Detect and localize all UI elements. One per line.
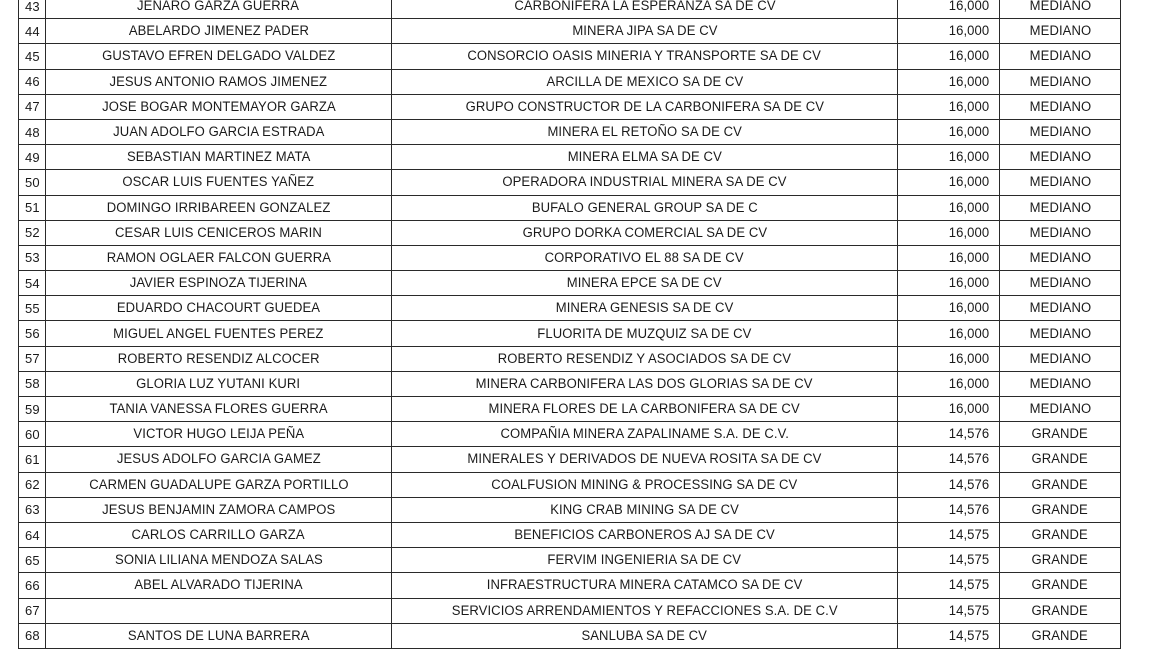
table-row [19,94,1121,119]
size-category-cell-text: GRANDE [1031,451,1089,468]
row-number-cell [19,422,46,447]
person-name-cell-text: SONIA LILIANA MENDOZA SALAS [114,552,323,569]
amount-cell [898,522,1000,547]
table-row [19,422,1121,447]
row-number-cell [19,220,46,245]
size-category-cell [1000,170,1121,195]
person-name-cell-text: ABEL ALVARADO TIJERINA [134,577,303,594]
person-name-cell-text: EDUARDO CHACOURT GUEDEA [116,300,321,317]
person-name-cell-text: ABELARDO JIMENEZ PADER [128,23,309,40]
row-number-cell [19,44,46,69]
table-row [19,548,1121,573]
size-category-cell [1000,548,1121,573]
company-name-cell-text: MINERA GENESIS SA DE CV [555,300,734,317]
company-name-cell [392,119,898,144]
amount-cell-text: 16,000 [948,98,990,115]
amount-cell [898,598,1000,623]
company-name-cell [392,245,898,270]
amount-cell [898,296,1000,321]
size-category-cell [1000,346,1121,371]
amount-cell-text: 16,000 [948,23,990,40]
table-row [19,44,1121,69]
person-name-cell-text: JESUS ADOLFO GARCIA GAMEZ [116,451,321,468]
table-row [19,170,1121,195]
size-category-cell-text: MEDIANO [1029,149,1091,166]
company-name-cell [392,0,898,19]
person-name-cell-text: DOMINGO IRRIBAREEN GONZALEZ [106,199,331,216]
company-name-cell-text: GRUPO DORKA COMERCIAL SA DE CV [522,224,767,241]
person-name-cell [46,397,392,422]
row-number-cell-text: 52 [25,225,40,241]
size-category-cell-text: MEDIANO [1029,224,1091,241]
person-name-cell-text: JENARO GARZA GUERRA [137,0,300,15]
amount-cell [898,623,1000,648]
size-category-cell [1000,397,1121,422]
row-number-cell [19,573,46,598]
row-number-cell [19,371,46,396]
company-name-cell-text: GRUPO CONSTRUCTOR DE LA CARBONIFERA SA DE CV [465,98,824,115]
company-name-cell [392,94,898,119]
person-name-cell [46,245,392,270]
amount-cell [898,346,1000,371]
person-name-cell-text: GUSTAVO EFREN DELGADO VALDEZ [101,48,336,65]
row-number-cell-text: 49 [25,149,40,165]
amount-cell-text: 16,000 [948,300,990,317]
amount-cell [898,44,1000,69]
amount-cell-text: 16,000 [948,48,990,65]
person-name-cell-text: SANTOS DE LUNA BARRERA [127,627,310,644]
person-name-cell-text: RAMON OGLAER FALCON GUERRA [106,249,331,266]
amount-cell [898,69,1000,94]
person-name-cell-text: JESUS ANTONIO RAMOS JIMENEZ [109,73,328,90]
size-category-cell-text: MEDIANO [1029,98,1091,115]
row-number-cell [19,472,46,497]
company-name-cell [392,19,898,44]
table-body [19,0,1121,648]
company-name-cell-text: COMPAÑIA MINERA ZAPALINAME S.A. DE C.V. [500,426,789,443]
row-number-cell [19,598,46,623]
size-category-cell-text: MEDIANO [1029,23,1091,40]
company-name-cell [392,522,898,547]
amount-cell-text: 16,000 [948,149,990,166]
size-category-cell-text: GRANDE [1031,501,1089,518]
person-name-cell-text: SEBASTIAN MARTINEZ MATA [126,149,311,166]
size-category-cell [1000,119,1121,144]
person-name-cell [46,548,392,573]
size-category-cell-text: GRANDE [1031,627,1089,644]
amount-cell [898,0,1000,19]
person-name-cell [46,44,392,69]
person-name-cell [46,145,392,170]
amount-cell-text: 16,000 [948,224,990,241]
person-name-cell [46,346,392,371]
size-category-cell-text: GRANDE [1031,426,1089,443]
row-number-cell [19,94,46,119]
company-name-cell-text: MINERA CARBONIFERA LAS DOS GLORIAS SA DE CV [476,375,813,392]
row-number-cell [19,0,46,19]
amount-cell-text: 14,576 [948,426,990,443]
amount-cell-text: 14,575 [948,577,990,594]
row-number-cell [19,321,46,346]
size-category-cell-text: MEDIANO [1029,73,1091,90]
amount-cell [898,220,1000,245]
table-row [19,472,1121,497]
company-name-cell [392,397,898,422]
company-name-cell-text: MINERALES Y DERIVADOS DE NUEVA ROSITA SA DE CV [467,451,822,468]
company-name-cell-text: MINERA EPCE SA DE CV [567,275,722,292]
amount-cell [898,321,1000,346]
table-row [19,573,1121,598]
person-name-cell [46,573,392,598]
table-row [19,623,1121,648]
size-category-cell [1000,19,1121,44]
row-number-cell-text: 47 [25,99,40,115]
size-category-cell [1000,94,1121,119]
company-name-cell [392,44,898,69]
company-name-cell [392,573,898,598]
company-name-cell-text: SERVICIOS ARRENDAMIENTOS Y REFACCIONES S.A. DE C.V [451,602,838,619]
table-row [19,447,1121,472]
person-name-cell-text: JESUS BENJAMIN ZAMORA CAMPOS [101,501,336,518]
company-name-cell [392,497,898,522]
amount-cell-text: 14,575 [948,602,990,619]
company-name-cell [392,170,898,195]
company-name-cell-text: CARBONIFERA LA ESPERANZA SA DE CV [513,0,776,15]
row-number-cell-text: 61 [25,451,40,467]
row-number-cell-text: 51 [25,200,40,216]
row-number-cell-text: 60 [25,426,40,442]
table-row [19,69,1121,94]
amount-cell-text: 14,575 [948,527,990,544]
row-number-cell-text: 53 [25,250,40,266]
row-number-cell-text: 63 [25,502,40,518]
company-name-cell [392,220,898,245]
amount-cell-text: 14,576 [948,501,990,518]
company-name-cell [392,371,898,396]
person-name-cell-text: ROBERTO RESENDIZ ALCOCER [117,350,320,367]
row-number-cell-text: 66 [25,577,40,593]
amount-cell [898,472,1000,497]
amount-cell-text: 16,000 [948,249,990,266]
size-category-cell [1000,573,1121,598]
size-category-cell [1000,0,1121,19]
amount-cell-text: 14,576 [948,476,990,493]
table-row [19,145,1121,170]
size-category-cell [1000,271,1121,296]
row-number-cell-text: 44 [25,23,40,39]
table-row [19,397,1121,422]
row-number-cell [19,623,46,648]
company-name-cell-text: COALFUSION MINING & PROCESSING SA DE CV [491,476,798,493]
row-number-cell-text: 45 [25,48,40,64]
company-name-cell-text: MINERA ELMA SA DE CV [567,149,722,166]
table-row [19,195,1121,220]
size-category-cell [1000,69,1121,94]
table-row [19,271,1121,296]
amount-cell [898,573,1000,598]
company-name-cell [392,69,898,94]
amount-cell-text: 16,000 [948,325,990,342]
person-name-cell [46,170,392,195]
row-number-cell [19,69,46,94]
size-category-cell-text: MEDIANO [1029,249,1091,266]
size-category-cell-text: GRANDE [1031,476,1089,493]
amount-cell [898,195,1000,220]
row-number-cell [19,170,46,195]
amount-cell [898,94,1000,119]
company-name-cell-text: FLUORITA DE MUZQUIZ SA DE CV [537,325,752,342]
size-category-cell-text: GRANDE [1031,527,1089,544]
table-row [19,598,1121,623]
person-name-cell [46,271,392,296]
company-name-cell-text: ROBERTO RESENDIZ Y ASOCIADOS SA DE CV [497,350,792,367]
person-name-cell [46,94,392,119]
data-table [18,0,1121,649]
size-category-cell-text: MEDIANO [1029,401,1091,418]
size-category-cell [1000,598,1121,623]
company-name-cell [392,447,898,472]
amount-cell-text: 16,000 [948,350,990,367]
size-category-cell [1000,145,1121,170]
person-name-cell [46,422,392,447]
amount-cell [898,422,1000,447]
amount-cell [898,245,1000,270]
company-name-cell [392,598,898,623]
amount-cell-text: 16,000 [948,275,990,292]
size-category-cell-text: MEDIANO [1029,48,1091,65]
amount-cell-text: 16,000 [948,0,990,15]
amount-cell-text: 16,000 [948,401,990,418]
size-category-cell [1000,522,1121,547]
row-number-cell [19,346,46,371]
person-name-cell-text: JOSE BOGAR MONTEMAYOR GARZA [101,98,336,115]
amount-cell [898,371,1000,396]
company-name-cell-text: OPERADORA INDUSTRIAL MINERA SA DE CV [502,174,787,191]
person-name-cell-text: CESAR LUIS CENICEROS MARIN [115,224,322,241]
person-name-cell-text: JAVIER ESPINOZA TIJERINA [129,275,308,292]
person-name-cell [46,472,392,497]
amount-cell [898,397,1000,422]
row-number-cell [19,522,46,547]
table-row [19,0,1121,19]
company-name-cell-text: FERVIM INGENIERIA SA DE CV [547,552,742,569]
row-number-cell [19,397,46,422]
size-category-cell [1000,245,1121,270]
person-name-cell [46,321,392,346]
table-row [19,371,1121,396]
size-category-cell-text: GRANDE [1031,552,1089,569]
table-row [19,522,1121,547]
size-category-cell-text: MEDIANO [1029,199,1091,216]
size-category-cell-text: MEDIANO [1029,0,1091,15]
size-category-cell [1000,422,1121,447]
person-name-cell-text: MIGUEL ANGEL FUENTES PEREZ [113,325,324,342]
company-name-cell-text: KING CRAB MINING SA DE CV [550,501,739,518]
size-category-cell [1000,44,1121,69]
row-number-cell-text: 59 [25,401,40,417]
company-name-cell-text: BUFALO GENERAL GROUP SA DE C [531,199,758,216]
amount-cell-text: 16,000 [948,124,990,141]
amount-cell-text: 16,000 [948,73,990,90]
table-row [19,245,1121,270]
person-name-cell-text: TANIA VANESSA FLORES GUERRA [109,401,328,418]
table-row [19,19,1121,44]
person-name-cell [46,296,392,321]
amount-cell [898,497,1000,522]
company-name-cell [392,195,898,220]
amount-cell [898,271,1000,296]
person-name-cell [46,522,392,547]
row-number-cell-text: 64 [25,527,40,543]
size-category-cell [1000,497,1121,522]
person-name-cell [46,220,392,245]
amount-cell-text: 14,575 [948,552,990,569]
row-number-cell [19,497,46,522]
row-number-cell [19,296,46,321]
company-name-cell-text: SANLUBA SA DE CV [581,627,708,644]
document-sheet [18,0,1120,649]
company-name-cell-text: CORPORATIVO EL 88 SA DE CV [545,249,744,266]
person-name-cell [46,447,392,472]
amount-cell [898,548,1000,573]
amount-cell [898,170,1000,195]
company-name-cell-text: MINERA JIPA SA DE CV [571,23,718,40]
amount-cell-text: 16,000 [948,174,990,191]
company-name-cell-text: MINERA FLORES DE LA CARBONIFERA SA DE CV [488,401,801,418]
company-name-cell [392,472,898,497]
row-number-cell [19,447,46,472]
size-category-cell [1000,195,1121,220]
amount-cell [898,19,1000,44]
amount-cell [898,447,1000,472]
size-category-cell [1000,220,1121,245]
person-name-cell [46,0,392,19]
company-name-cell [392,422,898,447]
size-category-cell-text: GRANDE [1031,577,1089,594]
row-number-cell [19,548,46,573]
table-row [19,497,1121,522]
row-number-cell-text: 58 [25,376,40,392]
size-category-cell-text: MEDIANO [1029,174,1091,191]
amount-cell-text: 14,576 [948,451,990,468]
size-category-cell-text: MEDIANO [1029,300,1091,317]
person-name-cell-text: GLORIA LUZ YUTANI KURI [136,375,301,392]
size-category-cell-text: MEDIANO [1029,375,1091,392]
size-category-cell-text: GRANDE [1031,602,1089,619]
row-number-cell-text: 68 [25,628,40,644]
row-number-cell-text: 65 [25,552,40,568]
row-number-cell [19,119,46,144]
person-name-cell [46,371,392,396]
row-number-cell-text: 48 [25,124,40,140]
row-number-cell [19,145,46,170]
size-category-cell-text: MEDIANO [1029,325,1091,342]
person-name-cell-text: CARLOS CARRILLO GARZA [131,527,306,544]
person-name-cell [46,19,392,44]
amount-cell-text: 16,000 [948,375,990,392]
row-number-cell [19,19,46,44]
row-number-cell-text: 55 [25,300,40,316]
person-name-cell [46,119,392,144]
table-row [19,119,1121,144]
row-number-cell [19,271,46,296]
table-row [19,346,1121,371]
company-name-cell-text: INFRAESTRUCTURA MINERA CATAMCO SA DE CV [486,577,803,594]
amount-cell-text: 16,000 [948,199,990,216]
row-number-cell-text: 50 [25,174,40,190]
person-name-cell [46,598,392,623]
person-name-cell-text: CARMEN GUADALUPE GARZA PORTILLO [88,476,349,493]
row-number-cell-text: 54 [25,275,40,291]
person-name-cell [46,623,392,648]
amount-cell [898,145,1000,170]
company-name-cell [392,548,898,573]
table-row [19,321,1121,346]
row-number-cell-text: 56 [25,326,40,342]
company-name-cell-text: ARCILLA DE MEXICO SA DE CV [546,73,743,90]
company-name-cell [392,321,898,346]
person-name-cell-text: VICTOR HUGO LEIJA PEÑA [133,426,304,443]
company-name-cell [392,346,898,371]
company-name-cell [392,271,898,296]
row-number-cell-text: 46 [25,74,40,90]
row-number-cell-text: 57 [25,351,40,367]
person-name-cell-text: JUAN ADOLFO GARCIA ESTRADA [112,124,325,141]
row-number-cell [19,195,46,220]
person-name-cell [46,69,392,94]
size-category-cell [1000,296,1121,321]
company-name-cell [392,623,898,648]
company-name-cell-text: BENEFICIOS CARBONEROS AJ SA DE CV [514,527,775,544]
row-number-cell-text: 62 [25,477,40,493]
size-category-cell [1000,321,1121,346]
company-name-cell [392,296,898,321]
row-number-cell-text: 43 [25,0,40,14]
person-name-cell [46,497,392,522]
size-category-cell [1000,447,1121,472]
person-name-cell [46,195,392,220]
table-row [19,220,1121,245]
size-category-cell-text: MEDIANO [1029,124,1091,141]
row-number-cell-text: 67 [25,603,40,619]
company-name-cell-text: MINERA EL RETOÑO SA DE CV [547,124,742,141]
size-category-cell-text: MEDIANO [1029,275,1091,292]
company-name-cell-text: CONSORCIO OASIS MINERIA Y TRANSPORTE SA DE CV [467,48,822,65]
person-name-cell-text: OSCAR LUIS FUENTES YAÑEZ [122,174,315,191]
size-category-cell [1000,623,1121,648]
company-name-cell [392,145,898,170]
amount-cell [898,119,1000,144]
size-category-cell [1000,472,1121,497]
size-category-cell-text: MEDIANO [1029,350,1091,367]
size-category-cell [1000,371,1121,396]
row-number-cell [19,245,46,270]
amount-cell-text: 14,575 [948,627,990,644]
table-row [19,296,1121,321]
